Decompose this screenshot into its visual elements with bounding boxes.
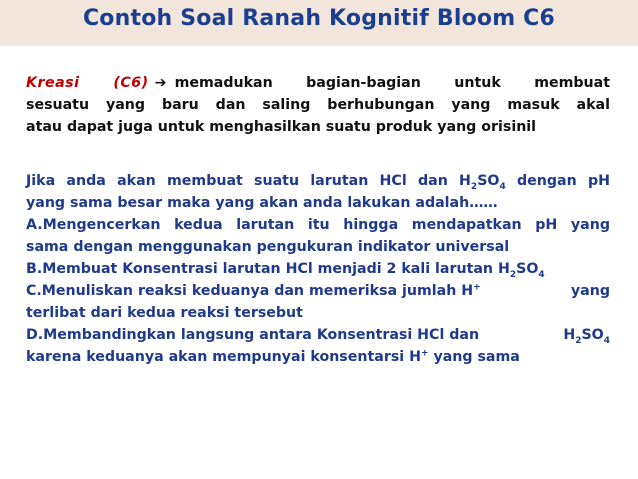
option-a-line-2: sama dengan menggunakan pengukuran indikator universal	[26, 239, 510, 255]
option-a-line-1: A.Mengencerkan kedua larutan itu hingga mendapatkan pH yang	[26, 217, 610, 233]
option-c-line-2: terlibat dari kedua reaksi tersebut	[26, 305, 303, 321]
option-c-text	[26, 280, 481, 302]
question-line-2: yang sama besar maka yang akan anda lakukan adalah……	[26, 195, 498, 211]
subscript: 4	[603, 335, 610, 346]
question-line-1	[26, 170, 610, 192]
option-c-text-a: C.Menuliskan reaksi keduanya dan memeriksa jumlah H	[26, 283, 474, 299]
question-text-1c: dengan pH	[505, 173, 610, 189]
option-d-line-1	[26, 324, 610, 346]
question-text-1a: Jika anda akan membuat suatu larutan HCl dan H	[26, 173, 471, 189]
definition-paragraph	[26, 72, 610, 138]
subscript: 4	[499, 181, 506, 192]
level-keyword: Kreasi (C6)	[26, 75, 149, 91]
superscript: +	[473, 282, 481, 293]
option-d-formula-h: H	[563, 327, 576, 343]
subscript: 2	[509, 269, 517, 280]
option-d-text-a: D.Membandingkan langsung antara Konsentrasi HCl dan	[26, 327, 480, 343]
definition-text-1: memadukan bagian-bagian untuk membuat	[174, 75, 611, 91]
definition-line-3: atau dapat juga untuk menghasilkan suatu produk yang orisinil	[26, 119, 537, 135]
subscript: 4	[538, 269, 545, 280]
option-d-formula	[563, 324, 610, 346]
arrow-right-icon: ➔	[154, 75, 167, 91]
definition-line-2: sesuatu yang baru dan saling berhubungan yang masuk akal	[26, 97, 610, 113]
definition-line-1	[26, 72, 610, 94]
option-d-text-2a: karena keduanya akan mempunyai konsentarsi H	[26, 349, 421, 365]
question-block	[26, 170, 610, 368]
slide-title: Contoh Soal Ranah Kognitif Bloom C6	[82, 6, 556, 31]
subscript: 2	[470, 181, 478, 192]
option-b-text: B.Membuat Konsentrasi larutan HCl menjadi 2 kali larutan H	[26, 261, 510, 277]
option-d-line-2	[26, 346, 610, 368]
option-b-text-2: SO	[516, 261, 539, 277]
superscript: +	[420, 348, 429, 359]
option-c-text-b: yang	[570, 283, 610, 299]
option-d-formula-so: SO	[581, 327, 604, 343]
option-b-line-1	[26, 258, 610, 280]
question-text-1b: SO	[477, 173, 500, 189]
subscript: 2	[575, 335, 582, 346]
option-c-line-1	[26, 280, 610, 302]
option-d-text-2b: yang sama	[428, 349, 520, 365]
